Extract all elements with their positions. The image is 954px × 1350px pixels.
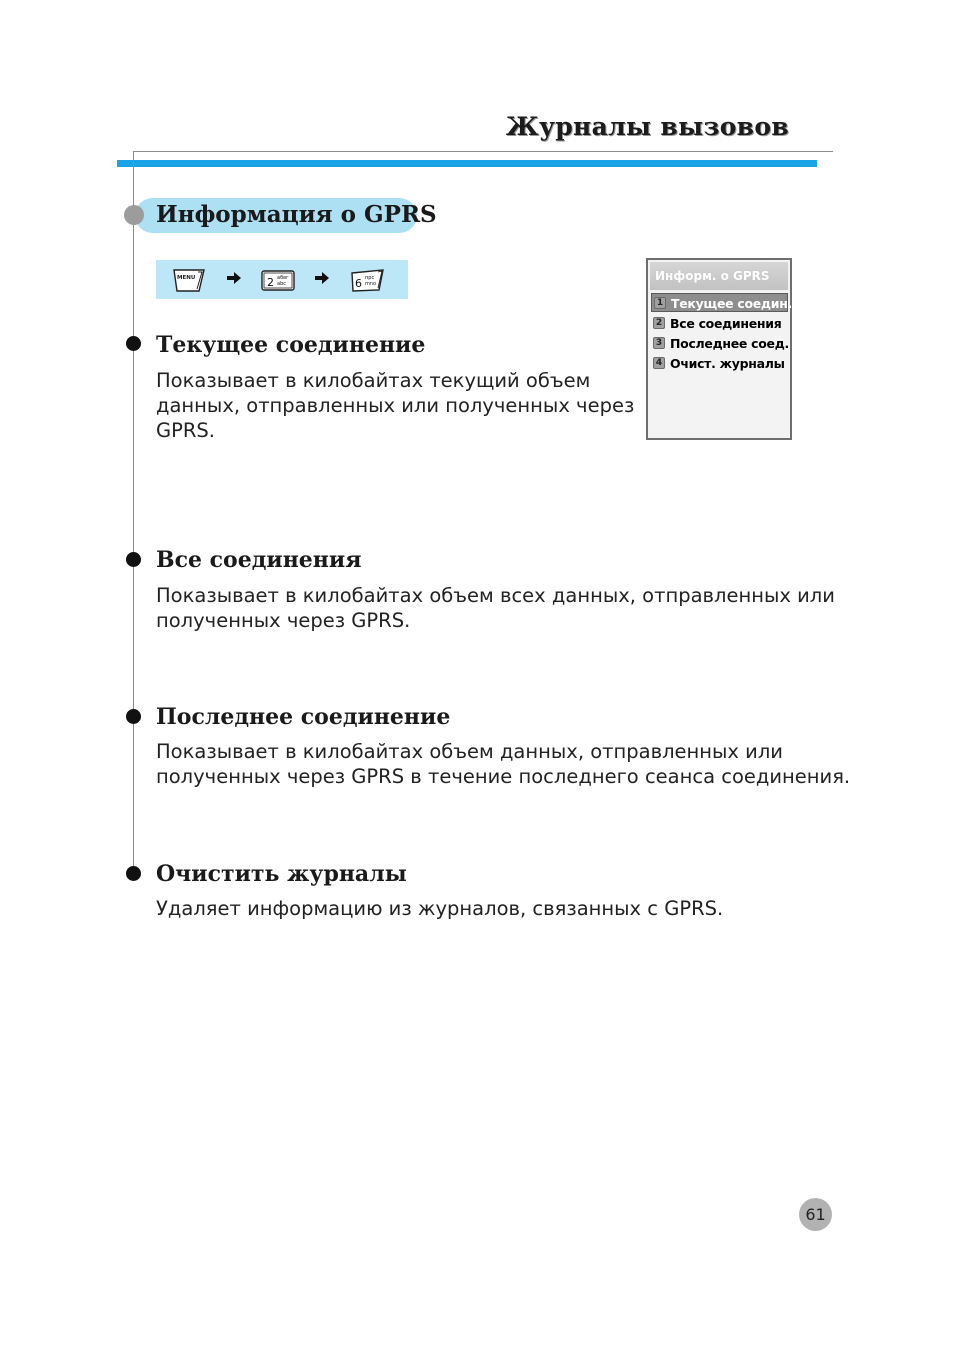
phone-screen <box>646 258 792 440</box>
desc-line: данных, отправленных или полученных через <box>156 394 635 417</box>
menu-number-icon: 1 <box>654 297 666 309</box>
key-6-letters-top: прс <box>365 275 375 281</box>
desc-line: полученных через GPRS в течение последнего сеанса соединения. <box>156 765 851 788</box>
menu-number-icon: 4 <box>653 357 665 369</box>
header-thin-rule <box>133 151 833 152</box>
item-title-current-connection: Текущее соединение <box>156 332 426 358</box>
item-title-last-connection: Последнее соединение <box>156 704 451 730</box>
item-desc-current-connection <box>156 368 634 443</box>
item-desc-clear-logs <box>156 896 723 921</box>
section-title: Информация о GPRS <box>156 201 437 228</box>
item-desc-all-connections <box>156 583 835 633</box>
arrow-right-icon <box>226 272 242 284</box>
key-2-letters-top: абвг <box>277 275 289 281</box>
menu-key-icon <box>171 266 207 294</box>
page-number: 61 <box>799 1198 832 1231</box>
item-title-all-connections: Все соединения <box>156 547 362 573</box>
menu-number-icon: 2 <box>653 317 665 329</box>
item-desc-last-connection <box>156 739 850 789</box>
key-2-icon <box>260 266 296 294</box>
chapter-title: Журналы вызовов <box>505 112 789 141</box>
key-6-icon <box>349 266 385 294</box>
phone-menu-item-label: Очист. журналы <box>670 356 785 371</box>
key-6-letters-bottom: mno <box>365 281 377 287</box>
phone-menu-item[interactable] <box>651 334 788 353</box>
header-blue-rule <box>117 160 817 167</box>
section-dot-icon <box>124 205 144 225</box>
key-2-digit: 2 <box>267 276 274 289</box>
phone-menu-item[interactable] <box>651 354 788 373</box>
phone-menu-item[interactable] <box>651 314 788 333</box>
bullet-icon <box>126 709 141 724</box>
key-6-digit: 6 <box>355 277 362 290</box>
phone-screen-header <box>650 262 788 290</box>
desc-line: Удаляет информацию из журналов, связанных с GPRS. <box>156 897 724 920</box>
desc-line: GPRS. <box>156 419 215 442</box>
key-sequence <box>156 260 408 299</box>
key-2-letters-bottom: abc <box>277 281 286 287</box>
desc-line: Показывает в килобайтах текущий объем <box>156 369 591 392</box>
menu-key-label: MENU <box>177 275 196 281</box>
left-vertical-rule <box>133 151 134 881</box>
phone-menu-item-label: Последнее соед. <box>670 336 789 351</box>
desc-line: Показывает в килобайтах объем всех данных, отправленных или <box>156 584 835 607</box>
bullet-icon <box>126 552 141 567</box>
arrow-right-icon <box>314 272 330 284</box>
menu-number-icon: 3 <box>653 337 665 349</box>
desc-line: полученных через GPRS. <box>156 609 411 632</box>
bullet-icon <box>126 866 141 881</box>
phone-menu-item-label: Все соединения <box>670 316 782 331</box>
phone-menu-item[interactable] <box>651 293 792 312</box>
phone-screen-title: Информ. о GPRS <box>655 269 770 283</box>
bullet-icon <box>126 336 141 351</box>
desc-line: Показывает в килобайтах объем данных, отправленных или <box>156 740 783 763</box>
phone-menu-item-label: Текущее соедин. <box>671 296 792 311</box>
item-title-clear-logs: Очистить журналы <box>156 861 407 887</box>
